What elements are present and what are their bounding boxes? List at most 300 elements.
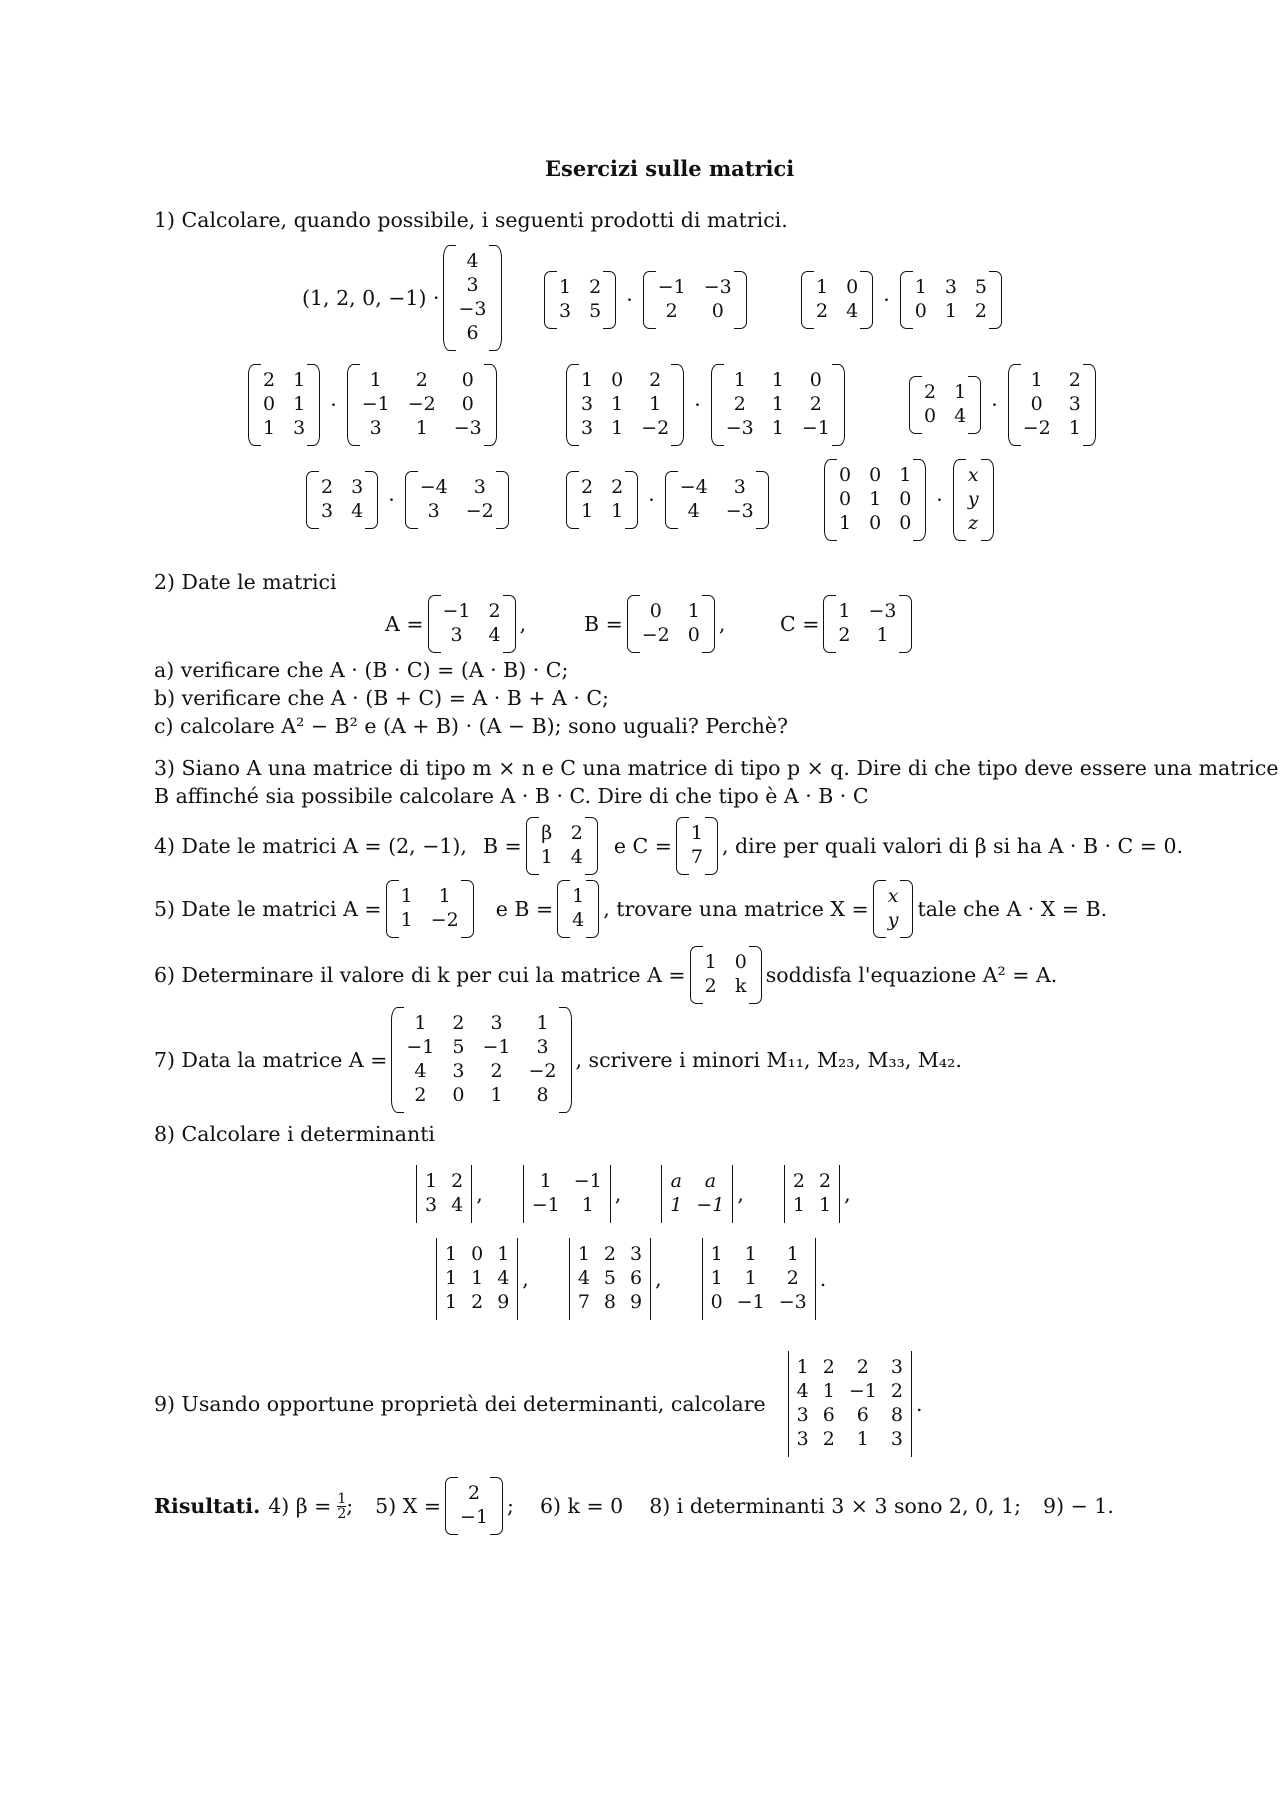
matrix-entry: 1: [581, 369, 594, 392]
matrix: [665, 471, 769, 529]
matrix-entry: 0: [914, 300, 927, 322]
exercise-6-end: soddisfa l'equazione A² = A.: [765, 963, 1058, 987]
matrix-grid: [640, 595, 702, 653]
matrix-entry: 3: [450, 624, 463, 646]
comma: ,: [614, 1182, 622, 1206]
matrix-entry: 1: [869, 488, 882, 511]
matrix-grid: [886, 880, 901, 938]
row-vector: (1, 2, 0, −1) ·: [302, 286, 440, 310]
separator: ;: [507, 1494, 514, 1518]
matrix-entry: 0: [809, 369, 822, 392]
exercise-7-end: , scrivere i minori M₁₁, M₂₃, M₃₃, M₄₂.: [575, 1048, 962, 1072]
matrix-entry: 0: [687, 624, 700, 646]
matrix-entry: 1: [611, 393, 624, 416]
matrix-entry: 7: [690, 846, 704, 868]
C-label: C =: [780, 612, 820, 636]
result-9: 9) − 1.: [1043, 1494, 1114, 1518]
matrix-entry: 2: [488, 600, 501, 623]
matrix-entry: k: [734, 975, 747, 997]
matrix-entry: −2: [407, 393, 436, 416]
matrix-entry: 3: [559, 300, 572, 322]
matrix-grid: [399, 880, 461, 938]
matrix-grid: [709, 1238, 809, 1320]
matrix-entry: −4: [679, 476, 708, 499]
matrix-entry: −3: [703, 276, 732, 299]
matrix-entry: 2: [321, 476, 334, 499]
matrix-entry: 1: [704, 951, 717, 974]
matrix-entry: 6: [466, 321, 479, 344]
matrix-entry: 9: [630, 1290, 643, 1313]
A-label: A =: [385, 612, 424, 636]
determinants-row-1: [412, 1166, 851, 1222]
matrix-grid: [922, 376, 968, 434]
matrix-entry: 3: [466, 274, 479, 297]
matrix-entry: 1: [581, 1194, 594, 1216]
matrix-grid: [703, 946, 749, 1004]
matrix-entry: 1: [539, 1170, 552, 1193]
exercise-4-text: 4) Date le matrici A = (2, −1),: [154, 834, 467, 858]
matrix: [711, 364, 845, 446]
exercise-5-mid2: , trovare una matrice X =: [603, 897, 869, 921]
matrix: [386, 880, 474, 938]
matrix-entry: 3: [1068, 393, 1081, 416]
matrix-entry: 1: [796, 1356, 809, 1379]
matrix-entry: 2: [649, 369, 662, 392]
matrix-entry: 0: [1030, 393, 1043, 416]
matrix-entry: 0: [839, 464, 852, 487]
matrix-entry: 1: [670, 1194, 683, 1216]
exercise-3-line-1: 3) Siano A una matrice di tipo m × n e C una matrice di tipo p × q. Dire di che tipo deve essere una matrice: [154, 756, 1279, 780]
matrix-grid: [530, 1165, 604, 1223]
matrix-grid: [404, 1007, 558, 1112]
matrix-entry: −1: [801, 416, 830, 439]
matrix-entry: 2: [471, 1290, 484, 1313]
comma: ,: [655, 1267, 662, 1291]
matrix-C-definition: [780, 596, 916, 652]
exercise-4: [154, 816, 1183, 876]
matrix-entry: 4: [497, 1267, 510, 1290]
matrix-entry: 2: [665, 300, 678, 322]
matrix-entry: 4: [466, 250, 479, 273]
matrix-entry: 4: [570, 846, 583, 868]
matrix-entry: 0: [899, 511, 912, 534]
exercise-5-end: tale che A · X = B.: [917, 897, 1108, 921]
matrix-entry: 3: [351, 476, 364, 499]
matrix-grid: [443, 1238, 511, 1320]
exercise-6: [154, 946, 1057, 1004]
exercise-5-text: 5) Date le matrici A =: [154, 897, 382, 921]
matrix-grid: [360, 364, 484, 446]
matrix-entry: 4: [796, 1380, 809, 1403]
matrix-entry: 0: [711, 300, 724, 322]
matrix-entry: 4: [572, 909, 585, 931]
matrix-entry: 2: [451, 1170, 464, 1193]
matrix-grid: [668, 1165, 726, 1223]
matrix-entry: 1: [944, 300, 957, 322]
matrix-entry: 2: [581, 476, 594, 499]
matrix-entry: 1: [293, 393, 306, 416]
matrix-grid: [576, 1238, 644, 1320]
denominator: 2: [337, 1505, 347, 1522]
matrix-entry: 1: [744, 1267, 757, 1290]
matrix: [873, 880, 914, 938]
matrix-grid: [814, 271, 860, 329]
matrix-entry: 1: [710, 1267, 723, 1290]
matrix-entry: 1: [490, 1083, 503, 1106]
product-2: 1 2 3 5 · −1 −3 2 0: [540, 272, 751, 328]
exercise-8-text: 8) Calcolare i determinanti: [154, 1122, 435, 1146]
matrix-entry: y: [967, 488, 979, 511]
matrix-grid: [1021, 364, 1083, 446]
matrix-entry: −3: [868, 600, 897, 623]
matrix-entry: 1: [914, 276, 927, 299]
matrix-entry: 0: [611, 369, 624, 392]
matrix-entry: 1: [540, 846, 553, 868]
matrix-entry: 1: [838, 600, 851, 623]
matrix-entry: 2: [415, 369, 428, 392]
matrix-entry: 1: [856, 1427, 869, 1450]
matrix-entry: 1: [415, 416, 428, 439]
matrix-entry: 1: [414, 1012, 427, 1035]
matrix-entry: −2: [528, 1060, 557, 1082]
matrix-entry: 3: [536, 1036, 549, 1059]
matrix: [801, 271, 873, 329]
matrix-entry: 1: [1068, 416, 1081, 439]
matrix-entry: 0: [899, 488, 912, 511]
matrix-entry: 0: [924, 405, 937, 427]
matrix-entry: 2: [589, 276, 602, 299]
determinant: [702, 1238, 816, 1320]
matrix-entry: 1: [445, 1290, 458, 1313]
matrix-entry: 1: [771, 369, 784, 392]
matrix-entry: 5: [603, 1267, 616, 1290]
matrix-entry: 0: [263, 393, 276, 416]
matrix-entry: 1: [839, 511, 852, 534]
matrix-entry: 1: [649, 393, 662, 416]
exercise-2c: c) calcolare A² − B² e (A + B) · (A − B); sono uguali? Perchè?: [154, 714, 789, 738]
matrix: [824, 459, 926, 541]
matrix-entry: 3: [293, 416, 306, 439]
matrix-entry: −1: [696, 1194, 725, 1216]
matrix-grid: [261, 364, 307, 446]
matrix-entry: 3: [796, 1404, 809, 1426]
matrix-entry: 1: [954, 381, 967, 404]
determinant: [661, 1165, 733, 1223]
result-8: 8) i determinanti 3 × 3 sono 2, 0, 1;: [649, 1494, 1022, 1518]
matrix-entry: −4: [419, 476, 448, 499]
exercise-2-text: 2) Date le matrici: [154, 570, 337, 594]
matrix-entry: −1: [482, 1036, 511, 1059]
matrix: [566, 471, 638, 529]
result-6: 6) k = 0: [539, 1494, 624, 1518]
matrix-entry: 6: [630, 1267, 643, 1290]
matrix-entry: 1: [899, 464, 912, 487]
matrix-entry: 1: [369, 369, 382, 392]
matrix-grid: [539, 817, 585, 875]
column-vector: [443, 245, 501, 350]
matrix-entry: −1: [573, 1170, 602, 1193]
exercise-6-text: 6) Determinare il valore di k per cui la matrice A =: [154, 963, 686, 987]
matrix-entry: 2: [838, 624, 851, 646]
exercise-3-line-2: B affinché sia possibile calcolare A · B · C. Dire di che tipo è A · B · C: [154, 784, 869, 808]
product-6: 2 1 0 4 · 1 2 0 3 −2 1: [905, 366, 1100, 444]
matrix-entry: 1: [577, 1243, 590, 1266]
exercise-9: [154, 1352, 922, 1456]
matrix-entry: 1: [536, 1012, 549, 1035]
matrix-entry: 3: [733, 476, 746, 499]
matrix-entry: 1: [710, 1243, 723, 1266]
matrix-entry: 2: [819, 1170, 832, 1193]
product-8: 2 2 1 1 · −4 3 4 −3: [562, 472, 773, 528]
result-5: 5) X =: [375, 1494, 442, 1518]
matrix-entry: −3: [778, 1290, 807, 1313]
determinants-row-2: [432, 1240, 826, 1318]
results: [154, 1476, 1114, 1536]
matrix-entry: 2: [974, 300, 987, 322]
matrix-entry: 2: [792, 1170, 806, 1193]
matrix-entry: 2: [1068, 369, 1081, 392]
matrix-entry: z: [968, 511, 979, 534]
matrix-entry: 1: [445, 1267, 458, 1290]
matrix-entry: 1: [425, 1170, 438, 1193]
matrix: [544, 271, 616, 329]
matrix-entry: 1: [611, 416, 624, 439]
matrix-entry: 1: [572, 885, 585, 908]
matrix-entry: 5: [589, 300, 602, 322]
comma: ,: [476, 1182, 483, 1206]
matrix-grid: [570, 880, 586, 938]
matrix-grid: [913, 271, 989, 329]
matrix-entry: 3: [796, 1427, 809, 1450]
exercise-4-end: , dire per quali valori di β si ha A · B · C = 0.: [722, 834, 1184, 858]
matrix-entry: 0: [710, 1290, 723, 1313]
matrix-entry: 2: [816, 300, 829, 322]
matrix-entry: 1: [690, 822, 704, 845]
matrix: [690, 946, 762, 1004]
matrix-entry: 0: [471, 1243, 484, 1266]
matrix-grid: [579, 471, 625, 529]
matrix-grid: [837, 459, 913, 541]
matrix-entry: 4: [577, 1267, 590, 1290]
comma: ,: [519, 612, 527, 636]
matrix-entry: −1: [657, 276, 686, 299]
exercise-7-text: 7) Data la matrice A =: [154, 1048, 388, 1072]
matrix-grid: [656, 271, 734, 329]
matrix-entry: 1: [611, 500, 624, 522]
matrix-entry: 2: [704, 975, 717, 997]
matrix-entry: y: [887, 909, 899, 931]
matrix-entry: 1: [438, 885, 451, 908]
matrix-entry: 1: [263, 416, 276, 439]
exercise-5-mid: e B =: [495, 897, 554, 921]
product-9: 0 0 1 0 1 0 1 0 0 · x y z: [820, 460, 998, 540]
matrix-entry: 3: [452, 1060, 465, 1082]
matrix-entry: −1: [460, 1506, 489, 1528]
matrix-entry: 1: [497, 1243, 510, 1266]
matrix-entry: 1: [819, 1194, 832, 1216]
matrix-entry: 3: [890, 1427, 903, 1450]
matrix-entry: 2: [890, 1380, 903, 1403]
matrix: [1008, 364, 1096, 446]
results-label: Risultati.: [154, 1494, 261, 1518]
matrix-entry: −1: [736, 1290, 765, 1313]
matrix: [643, 271, 747, 329]
matrix-entry: 2: [490, 1060, 503, 1082]
product-5: 1 0 2 3 1 1 3 1 −2 · 1 1 0 2 1 2 −3 1 −1: [562, 366, 849, 444]
matrix-entry: 2: [856, 1356, 869, 1379]
B-label: B =: [584, 612, 623, 636]
comma: ,: [844, 1182, 851, 1206]
matrix: [526, 817, 598, 875]
matrix-entry: 1: [293, 369, 306, 392]
matrix-grid: [724, 364, 832, 446]
matrix-entry: 2: [467, 1482, 481, 1505]
matrix-entry: −3: [458, 298, 487, 320]
matrix-grid: [456, 245, 488, 350]
matrix-grid: [423, 1165, 465, 1223]
matrix-entry: 2: [603, 1243, 616, 1266]
matrix: [566, 364, 684, 446]
matrix: [248, 364, 320, 446]
determinant: [569, 1238, 651, 1320]
period: .: [915, 1392, 923, 1416]
matrix: [557, 880, 599, 938]
matrix-entry: 0: [869, 464, 882, 487]
matrix-grid: [557, 271, 603, 329]
matrix-entry: 2: [822, 1427, 835, 1450]
result-4: 4) β =: [268, 1494, 332, 1518]
matrix-entry: 1: [559, 276, 572, 299]
matrix-entry: 0: [869, 511, 882, 534]
matrix-entry: 7: [577, 1290, 590, 1313]
matrix-entry: 1: [733, 369, 746, 392]
matrix-entry: 8: [890, 1404, 903, 1426]
product-7: 2 3 3 4 · −4 3 3 −2: [302, 472, 513, 528]
matrix-entry: −1: [406, 1036, 435, 1059]
matrix: [405, 471, 509, 529]
matrix-entry: 4: [414, 1060, 427, 1082]
matrix-entry: 3: [581, 393, 594, 416]
matrix-entry: 3: [890, 1356, 903, 1379]
matrix-grid: [458, 1477, 490, 1535]
matrix: [823, 595, 911, 653]
matrix-entry: 2: [570, 822, 583, 845]
matrix-entry: 3: [425, 1194, 438, 1216]
matrix-entry: 3: [490, 1012, 503, 1035]
matrix-entry: 4: [954, 405, 967, 427]
matrix-entry: 5: [452, 1036, 465, 1059]
matrix-entry: −1: [361, 393, 390, 416]
matrix-entry: −3: [725, 416, 754, 439]
matrix-entry: a: [704, 1170, 717, 1193]
matrix-entry: −3: [725, 500, 754, 522]
matrix-grid: [966, 459, 981, 541]
matrix-grid: [579, 364, 671, 446]
product-3: 1 0 2 4 · 1 3 5 0 1 2: [797, 272, 1006, 328]
matrix-entry: 5: [974, 276, 987, 299]
exercise-9-text: 9) Usando opportune proprietà dei determinanti, calcolare: [154, 1392, 766, 1416]
matrix-entry: −1: [442, 600, 471, 623]
matrix-entry: 3: [581, 416, 594, 439]
matrix: [676, 817, 718, 875]
matrix-entry: 3: [630, 1243, 643, 1266]
matrix-entry: 0: [461, 369, 474, 392]
matrix-A-definition: [385, 596, 526, 652]
matrix-entry: 3: [427, 500, 440, 522]
matrix-entry: 4: [451, 1194, 464, 1216]
matrix-grid: [418, 471, 496, 529]
matrix-entry: 4: [846, 300, 859, 322]
exercise-7: [154, 1010, 962, 1110]
matrix-entry: 2: [809, 393, 822, 416]
matrix-entry: 4: [687, 500, 700, 522]
matrix-entry: 0: [452, 1083, 465, 1106]
matrix-entry: x: [887, 885, 899, 908]
page-title: Esercizi sulle matrici: [545, 156, 795, 181]
matrix-entry: 1: [471, 1267, 484, 1290]
matrix-entry: −2: [641, 624, 670, 646]
product-1: [302, 248, 506, 348]
matrix-entry: 2: [414, 1083, 427, 1106]
exercise-2b: b) verificare che A · (B + C) = A · B + A · C;: [154, 686, 609, 710]
separator: ;: [346, 1494, 354, 1518]
matrix-entry: a: [670, 1170, 682, 1193]
matrix-entry: −2: [1022, 416, 1051, 439]
product-4: 2 1 0 1 1 3 · 1 2 0 −1 −2 0 3 1 −3: [244, 366, 501, 444]
exercise-4-mid: e C =: [613, 834, 672, 858]
determinant: [436, 1238, 518, 1320]
matrix-entry: 2: [822, 1356, 835, 1379]
matrix-entry: 1: [816, 276, 829, 299]
matrix-entry: 0: [734, 951, 747, 974]
determinant: [523, 1165, 611, 1223]
comma: ,: [522, 1267, 529, 1291]
comma: ,: [737, 1182, 744, 1206]
exercise-1-text: 1) Calcolare, quando possibile, i seguenti prodotti di matrici.: [154, 208, 788, 232]
comma: ,: [718, 612, 726, 636]
matrix: [627, 595, 715, 653]
matrix: [391, 1007, 571, 1112]
matrix-entry: 1: [1030, 369, 1043, 392]
matrix-entry: 2: [611, 476, 624, 499]
matrix: [953, 459, 994, 541]
matrix-grid: [441, 595, 503, 653]
matrix-entry: −1: [848, 1380, 877, 1403]
matrix-entry: 1: [581, 500, 594, 522]
matrix: [445, 1477, 503, 1535]
numerator: 1: [337, 1490, 347, 1507]
matrix-entry: 1: [771, 416, 784, 439]
period: .: [819, 1267, 827, 1291]
matrix-entry: β: [541, 822, 553, 845]
matrix-entry: 0: [839, 488, 852, 511]
matrix-entry: 0: [649, 600, 662, 623]
matrix: [900, 271, 1002, 329]
matrix-entry: 3: [473, 476, 486, 499]
matrix-entry: 2: [733, 393, 746, 416]
exercise-2a: a) verificare che A · (B · C) = (A · B) · C;: [154, 658, 569, 682]
matrix-entry: 2: [786, 1267, 799, 1290]
matrix-grid: [678, 471, 756, 529]
matrix: [909, 376, 981, 434]
exercise-5: [154, 880, 1107, 938]
matrix-entry: 1: [876, 624, 889, 646]
matrix-grid: [689, 817, 705, 875]
matrix: [347, 364, 497, 446]
determinant: [788, 1351, 912, 1456]
matrix-entry: 8: [536, 1083, 549, 1106]
matrix-entry: 4: [351, 500, 364, 522]
